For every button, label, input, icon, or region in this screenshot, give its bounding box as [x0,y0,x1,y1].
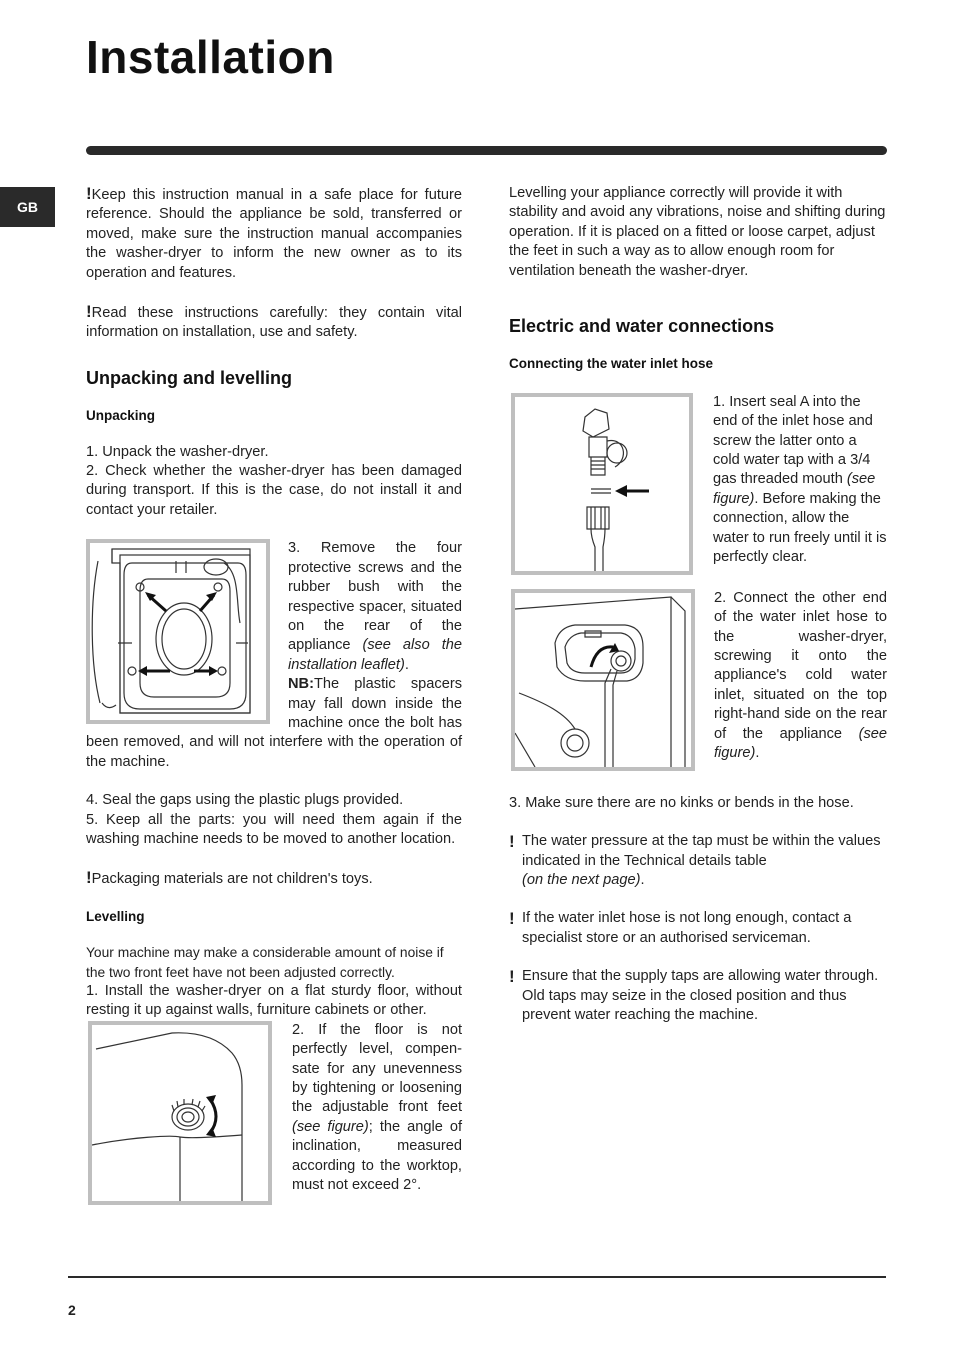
unpacking-figure-block [86,539,462,772]
warning-mark: ! [86,868,92,888]
connection-step-3: 3. Make sure there are no kinks or bends in the hose. [509,794,854,811]
levelling-step-1: 1. Install the washer-dryer on a flat sturdy floor, without resting it up against walls, furniture cabinets or other. [86,983,462,1019]
inlet-figure-block [509,589,887,764]
water-inlet-drawing [515,593,691,767]
warning-mark: ! [509,909,515,929]
intro-paragraph-1: !Keep this instruction manual in a safe place for future reference. Should the appliance be sold, transferred or moved, make sure the instruction manual accompanies the washer-dryer to inform the new owner as to its operation and features. [86,184,462,281]
unpacking-levelling-heading: Unpacking and levelling [86,367,293,388]
unpacking-step-4: 4. Seal the gaps using the plastic plugs provided. [86,792,404,809]
intro-paragraph-2: !Read these instructions carefully: they contain vital information on installation, use and safety. [86,302,462,341]
hose-length-warning: ! If the water inlet hose is not long enough, contact a specialist store or an authorised serviceman. [509,909,887,948]
right-column [509,184,887,1026]
nb-label: NB: [288,676,314,693]
left-column [86,184,462,1205]
water-tap-drawing [515,397,689,571]
page-title: Installation [86,31,335,83]
water-pressure-warning: ! The water pressure at the tap must be within the values indicated in the Technical details table (on the next page). [509,832,887,890]
unpacking-step-2: 2. Check whether the washer-dryer has been damaged during transport. If this is the case, do not install it and contact your retailer. [86,463,462,518]
water-tap-figure [511,393,693,575]
supply-taps-warning: ! Ensure that the supply taps are allowing water through. Old taps may seize in the closed position and thus prevent water reaching the machine. [509,967,887,1025]
water-inlet-figure [511,589,695,771]
language-tab: GB [0,187,55,227]
adjustable-foot-figure [88,1021,272,1205]
warning-mark: ! [509,832,515,852]
footer-rule [68,1276,886,1278]
connection-step-2: 2. Connect the other end of the water inlet hose to the washer-dryer, screwing it onto the appliance's cold water inlet, situated on the top right-hand side on the rear of the appliance (see figure). [714,589,887,762]
rear-panel-drawing [90,543,266,720]
levelling-benefits: Levelling your appliance correctly will provide it with stability and avoid any vibrations, noise and shifting during operation. If it is placed on a fitted or loose carpet, adjust the feet in such a way as to allow enough room for ventilation beneath the washer-dryer. [509,185,886,279]
unpacking-step-5: 5. Keep all the parts: you will need them again if the washing machine needs to be moved to another location. [86,811,462,847]
levelling-figure-block [86,1021,462,1196]
levelling-step-2: 2. If the floor is not perfectly level, compen-sate for any unevenness by tightening or loosening the adjustable front feet (see figure); the angle of inclination, measured according to the worktop, must not exceed 2°. [292,1021,462,1194]
page-number: 2 [68,1302,76,1318]
connections-heading: Electric and water connections [509,316,775,337]
warning-mark: ! [86,184,92,203]
unpacking-step-3: 3. Remove the four protective screws and the rubber bush with the respective spacer, situated on the rear of the appliance (see also the installation leaflet). NB:The plastic spacers may fall down inside the machine once the bolt has been removed, and will not interfere with the operation of the machine. [86,540,462,770]
water-inlet-subheading: Connecting the water inlet hose [509,356,714,372]
unpacking-subheading: Unpacking [86,408,156,424]
title-rule [86,146,887,155]
unpacking-step-1: 1. Unpack the washer-dryer. [86,443,269,460]
adjustable-foot-drawing [92,1025,268,1201]
tap-figure-block [509,393,887,568]
warning-mark: ! [509,967,515,987]
connection-step-1: 1. Insert seal A into the end of the inlet hose and screw the latter onto a cold water tap with a 3/4 gas threaded mouth (see figure). Before making the connection, allow the water to run freely until it is perfectly clear. [713,393,887,566]
rear-panel-figure [86,539,270,724]
levelling-intro: Your machine may make a considerable amount of noise if the two front feet have not been adjusted correctly. [86,945,444,980]
warning-mark: ! [86,302,92,322]
packaging-warning: !Packaging materials are not children's toys. [86,868,373,888]
levelling-subheading: Levelling [86,908,145,924]
